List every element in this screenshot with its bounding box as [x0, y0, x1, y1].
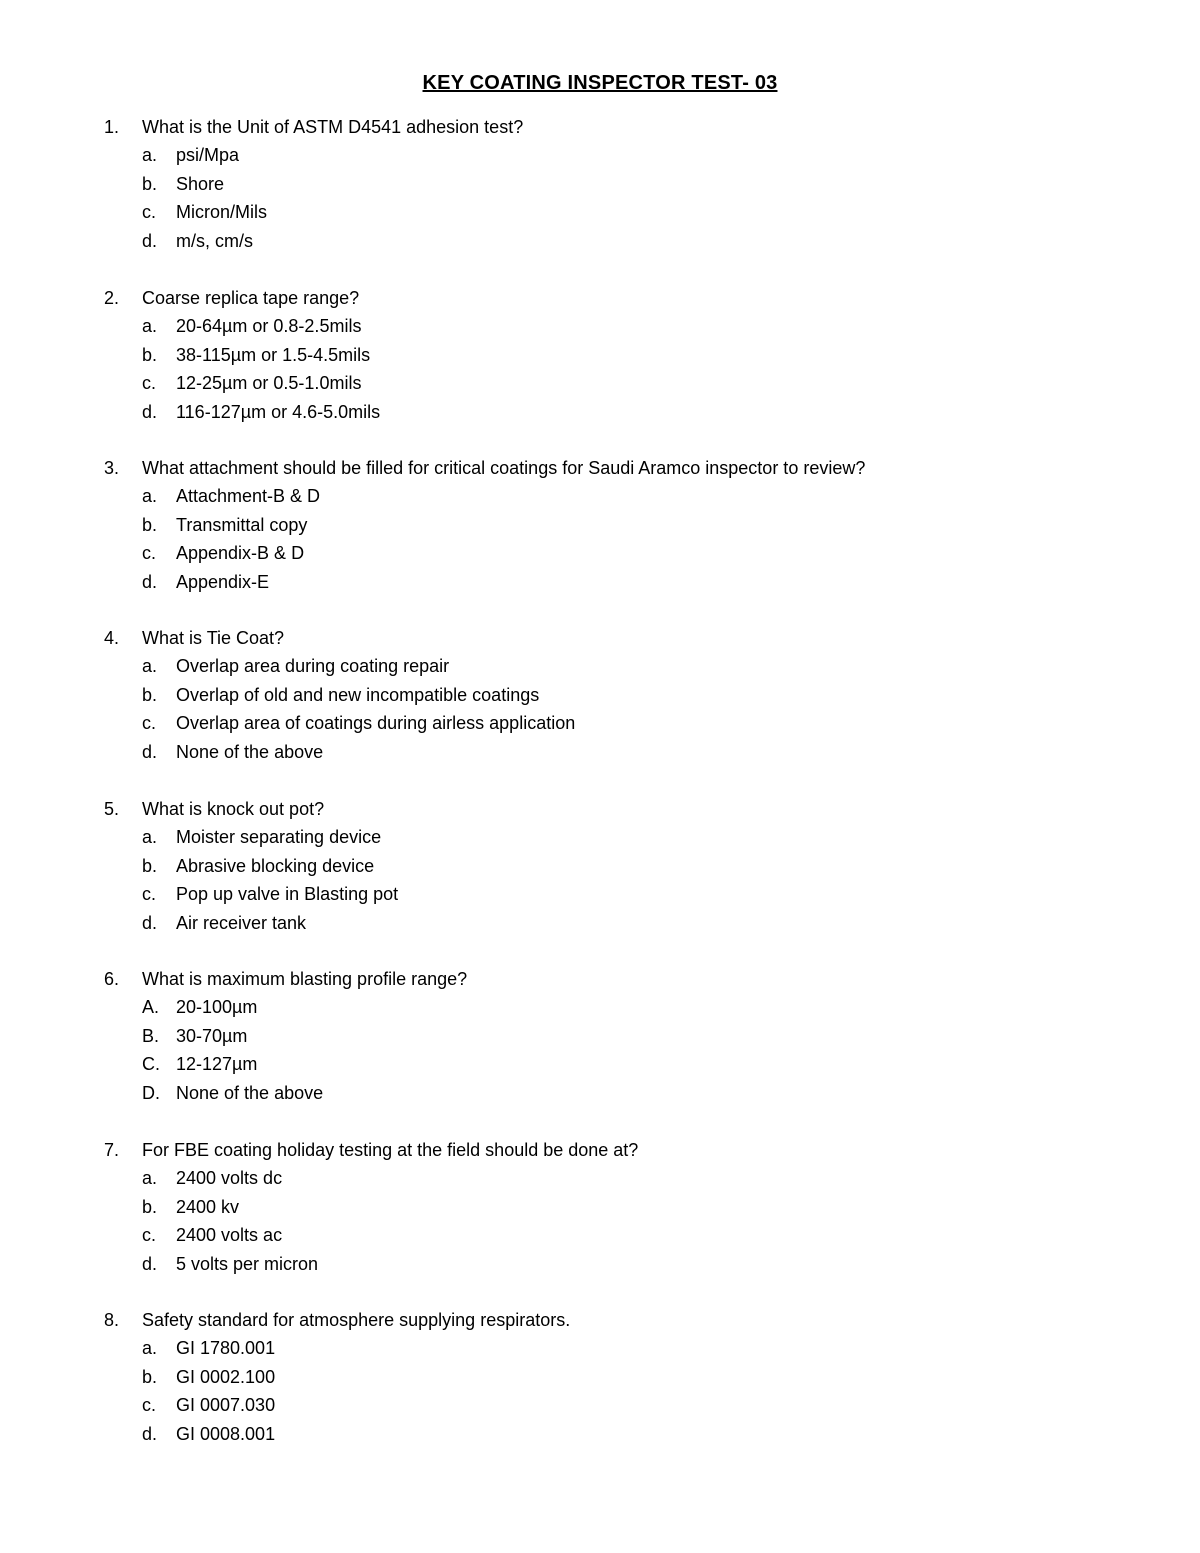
option-item	[104, 852, 1104, 881]
option-item	[104, 1334, 1104, 1363]
question-text: Safety standard for atmosphere supplying respirators.	[142, 1310, 571, 1330]
page-title: KEY COATING INSPECTOR TEST- 03	[422, 72, 778, 94]
option-letter: b.	[142, 855, 158, 876]
option-item	[104, 1079, 1104, 1108]
option-item	[104, 738, 1104, 767]
option-item	[104, 198, 1104, 227]
question-text: What is maximum blasting profile range?	[142, 969, 468, 989]
option-text: GI 0008.001	[176, 1423, 276, 1444]
question-4	[104, 624, 1104, 766]
question-number: 1.	[104, 117, 120, 137]
option-item	[104, 511, 1104, 540]
option-item	[104, 993, 1104, 1022]
option-text: Overlap of old and new incompatible coatings	[176, 684, 540, 705]
option-item	[104, 823, 1104, 852]
option-item	[104, 568, 1104, 597]
option-item	[104, 227, 1104, 256]
question-number: 2.	[104, 288, 120, 308]
option-letter: b.	[142, 344, 158, 365]
question-text: What is Tie Coat?	[142, 628, 285, 648]
option-letter: c.	[142, 1225, 157, 1245]
option-item	[104, 709, 1104, 738]
question-5	[104, 795, 1104, 937]
option-text: m/s, cm/s	[176, 230, 253, 251]
question-6	[104, 965, 1104, 1107]
option-text: Micron/Mils	[176, 202, 268, 222]
option-letter: d.	[142, 912, 158, 933]
option-letter: a.	[142, 316, 158, 336]
option-item	[104, 880, 1104, 909]
option-text: Appendix-B & D	[176, 543, 305, 563]
option-text: Transmittal copy	[176, 514, 308, 535]
option-text: psi/Mpa	[176, 145, 240, 165]
option-text: Overlap area of coatings during airless application	[176, 713, 576, 733]
question-7	[104, 1136, 1104, 1278]
option-text: 12-127µm	[176, 1054, 258, 1074]
option-text: GI 1780.001	[176, 1338, 276, 1358]
option-text: 2400 kv	[176, 1196, 240, 1217]
option-item	[104, 1250, 1104, 1279]
option-item	[104, 1363, 1104, 1392]
option-text: 12-25µm or 0.5-1.0mils	[176, 373, 362, 393]
option-letter: a.	[142, 486, 158, 506]
option-item	[104, 1050, 1104, 1079]
option-letter: d.	[142, 230, 158, 251]
option-item	[104, 312, 1104, 341]
option-text: 30-70µm	[176, 1025, 248, 1046]
option-text: 2400 volts ac	[176, 1225, 283, 1245]
option-letter: d.	[142, 401, 158, 422]
option-item	[104, 681, 1104, 710]
question-2	[104, 284, 1104, 426]
option-text: Moister separating device	[176, 827, 382, 847]
question-number: 7.	[104, 1140, 120, 1160]
question-text: What is knock out pot?	[142, 799, 325, 819]
option-letter: c.	[142, 202, 157, 222]
option-text: GI 0007.030	[176, 1395, 276, 1415]
option-text: Attachment-B & D	[176, 486, 321, 506]
option-item	[104, 539, 1104, 568]
option-text: Pop up valve in Blasting pot	[176, 884, 399, 904]
option-letter: a.	[142, 145, 158, 165]
option-item	[104, 909, 1104, 938]
option-text: Overlap area during coating repair	[176, 656, 450, 676]
option-letter: c.	[142, 543, 157, 563]
option-text: 5 volts per micron	[176, 1253, 319, 1274]
option-text: 38-115µm or 1.5-4.5mils	[176, 344, 371, 365]
option-item	[104, 652, 1104, 681]
option-text: Appendix-E	[176, 571, 270, 592]
option-text: Abrasive blocking device	[176, 855, 375, 876]
option-letter: A.	[142, 997, 160, 1017]
option-text: 20-100µm	[176, 997, 258, 1017]
option-letter: b.	[142, 1196, 158, 1217]
question-number: 5.	[104, 799, 120, 819]
option-letter: c.	[142, 1395, 157, 1415]
question-text: For FBE coating holiday testing at the field should be done at?	[142, 1140, 639, 1160]
option-item	[104, 1420, 1104, 1449]
question-number: 3.	[104, 458, 120, 478]
option-letter: c.	[142, 373, 157, 393]
option-item	[104, 1022, 1104, 1051]
option-letter: d.	[142, 1423, 158, 1444]
option-item	[104, 1193, 1104, 1222]
option-text: Shore	[176, 173, 225, 194]
option-item	[104, 482, 1104, 511]
option-text: 116-127µm or 4.6-5.0mils	[176, 401, 381, 422]
option-text: Air receiver tank	[176, 912, 307, 933]
option-letter: D.	[142, 1082, 160, 1103]
question-number: 4.	[104, 628, 120, 648]
option-text: None of the above	[176, 1082, 324, 1103]
option-text: 20-64µm or 0.8-2.5mils	[176, 316, 362, 336]
option-letter: d.	[142, 741, 158, 762]
option-letter: b.	[142, 684, 158, 705]
question-number: 6.	[104, 969, 120, 989]
question-3	[104, 454, 1104, 596]
option-letter: c.	[142, 713, 157, 733]
option-letter: a.	[142, 827, 158, 847]
option-item	[104, 369, 1104, 398]
option-letter: a.	[142, 1168, 158, 1188]
option-text: None of the above	[176, 741, 324, 762]
option-letter: a.	[142, 1338, 158, 1358]
option-item	[104, 1391, 1104, 1420]
option-letter: B.	[142, 1025, 160, 1046]
option-item	[104, 141, 1104, 170]
question-text: What is the Unit of ASTM D4541 adhesion test?	[142, 117, 524, 137]
option-item	[104, 1221, 1104, 1250]
option-letter: c.	[142, 884, 157, 904]
option-item	[104, 341, 1104, 370]
option-letter: a.	[142, 656, 158, 676]
option-letter: b.	[142, 1366, 158, 1387]
option-item	[104, 1164, 1104, 1193]
question-text: What attachment should be filled for critical coatings for Saudi Aramco inspector to review?	[142, 458, 866, 478]
option-text: GI 0002.100	[176, 1366, 276, 1387]
option-letter: d.	[142, 571, 158, 592]
option-item	[104, 398, 1104, 427]
option-letter: d.	[142, 1253, 158, 1274]
question-1	[104, 113, 1104, 255]
option-letter: b.	[142, 173, 158, 194]
option-letter: C.	[142, 1054, 160, 1074]
question-8	[104, 1306, 1104, 1448]
option-item	[104, 170, 1104, 199]
question-number: 8.	[104, 1310, 120, 1330]
option-letter: b.	[142, 514, 158, 535]
question-text: Coarse replica tape range?	[142, 288, 360, 308]
option-text: 2400 volts dc	[176, 1168, 283, 1188]
